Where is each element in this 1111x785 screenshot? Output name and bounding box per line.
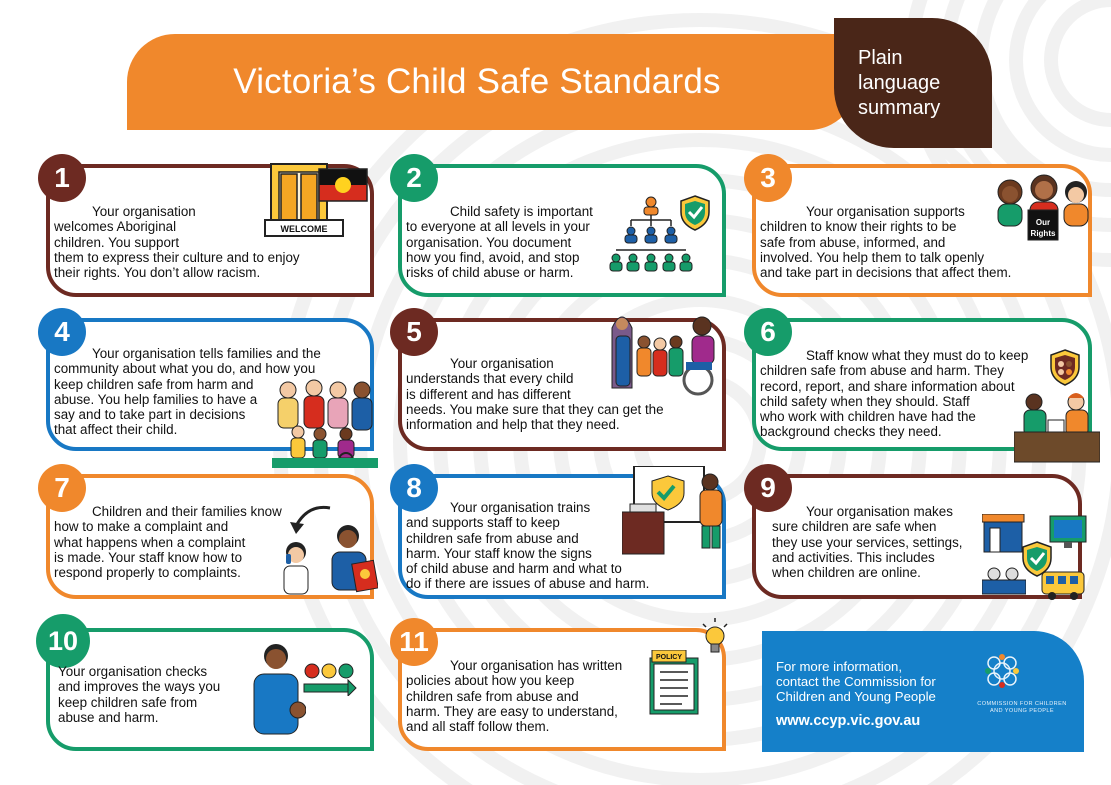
diverse-people-icon [608,308,720,403]
standard-card-8 [398,474,726,599]
child-phone-icon [276,540,316,605]
standard-text: Your organisation understands that every child is different and has different needs. You make sure that they can get the information and help that they need. [406,356,664,433]
standard-number: 2 [390,154,438,202]
standard-card-7 [46,474,374,599]
standard-text: Your organisation supports children to know their rights to be safe from abuse, informed, and involved. You help them to talk openly and take part in decisions that affect them. [760,204,1012,281]
title-banner [127,34,857,130]
standard-number: 1 [38,154,86,202]
light-bulb-icon [700,618,730,663]
standard-number: 10 [36,614,90,668]
standard-number: 3 [744,154,792,202]
children-group-icon [992,170,1094,251]
welcome-sign: WELCOME [280,224,328,234]
shield-people-icon [1048,348,1082,393]
ccyp-logo-text: COMMISSION FOR CHILDREN AND YOUNG PEOPLE [977,701,1067,714]
standard-number: 5 [390,308,438,356]
plain-language-badge [834,18,992,148]
standard-text: Your organisation checks and improves the ways you keep children safe from abuse and harm. [58,664,221,725]
standard-number: 7 [38,464,86,512]
info-line: Children and Young People [776,689,936,704]
computer-icon [1048,514,1088,557]
standard-text: Your organisation trains and supports staff to keep children safe from abuse and harm. Your staff know the signs of child abuse and harm and what to do if there are issues of abuse and harm. [406,500,650,592]
badge-line: Plain [858,46,903,69]
thumbs-up-person-icon [246,640,306,753]
aboriginal-flag-icon [318,168,368,207]
ccyp-logo-icon [980,649,1024,698]
standard-card-6 [752,318,1092,451]
shield-check-icon [678,194,712,237]
standard-text: Your organisation welcomes Aboriginal children. You support them to express their culture and to enjoy their rights. You don’t allow racism. [54,204,300,281]
standard-text: Children and their families know how to make a complaint and what happens when a complaint is made. Your staff know how to respond properly to complaints. [54,504,282,581]
standard-card-10 [46,625,374,751]
standard-card-11 [398,628,726,751]
page-title: Victoria’s Child Safe Standards [233,62,721,101]
rights-sign-line: Rights [1030,229,1056,238]
standard-text: Child safety is important to everyone at all levels in your organisation. You document how you find, avoid, and stop risks of child abuse or harm. [406,204,593,281]
website-link[interactable]: www.ccyp.vic.gov.au [776,713,921,729]
standard-card-2 [398,164,726,297]
standard-number: 11 [390,618,438,666]
standard-number: 6 [744,308,792,356]
badge-line: summary [858,96,941,119]
policy-document-icon [648,650,702,721]
info-line: For more information, [776,659,903,674]
standard-number: 4 [38,308,86,356]
faces-rating-icon [302,662,358,701]
standard-card-4 [46,318,374,451]
standard-card-5 [398,318,726,451]
badge-line: language [858,71,941,94]
food-stall-icon [982,566,1026,603]
staff-phone-icon [326,522,378,599]
staff-desk-icon [1014,388,1100,475]
info-line: contact the Commission for [776,674,936,689]
standard-number: 8 [390,464,438,512]
standard-text: Your organisation has written policies about how you keep children safe from abuse and harm. They are easy to understand, and all staff follow them. [406,658,623,735]
standard-card-9 [752,474,1082,599]
family-group-icon [272,376,378,473]
standard-card-1 [46,164,374,297]
trainer-icon [692,472,728,557]
policy-label: POLICY [655,654,683,661]
contact-info-box [762,631,1084,752]
standard-card-3 [752,164,1092,297]
standard-text: Your organisation tells families and the community about what you do, and how you keep children safe from harm and abuse. You help families to have a say and to take part in decisions that affect their child. [54,346,321,438]
standard-text: Staff know what they must do to keep children safe from abuse and harm. They record, report, and share information about child safety when they should. Staff who work with children have had the background checks they need. [760,348,1029,440]
bus-icon [1040,570,1086,607]
standard-text: Your organisation makes sure children are safe when they use your services, settings, and activities. This includes when children are online. [772,504,963,581]
rights-sign-line: Our [1035,218,1051,227]
standard-number: 9 [744,464,792,512]
